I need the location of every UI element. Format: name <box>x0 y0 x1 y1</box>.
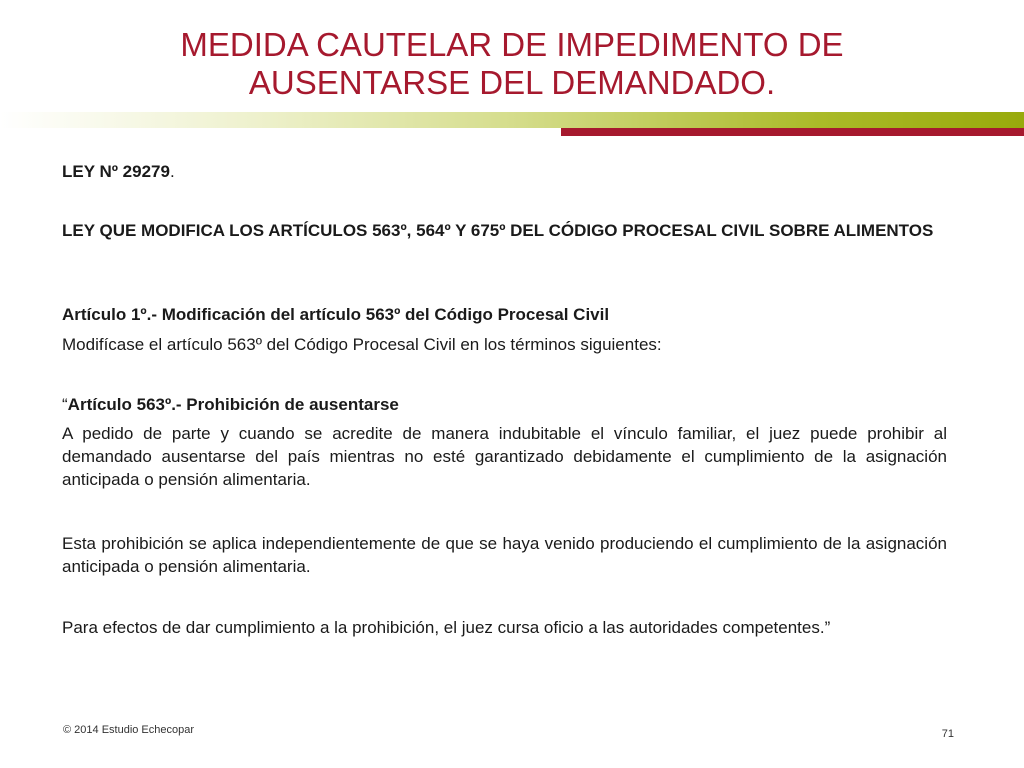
law-number <box>62 160 175 183</box>
article1-heading: Artículo 1º.- Modificación del artículo 563º del Código Procesal Civil <box>62 305 610 324</box>
article563-heading: Artículo 563º.- Prohibición de ausentarse <box>67 395 399 414</box>
law-title: LEY QUE MODIFICA LOS ARTÍCULOS 563º, 564º Y 675º DEL CÓDIGO PROCESAL CIVIL SOBRE ALIMENTOS <box>62 221 934 240</box>
page-number: 71 <box>941 728 954 740</box>
article563-text: A pedido de parte y cuando se acredite de manera indubitable el vínculo familiar, el juez puede prohibir al demandado ausentarse del país mientras no esté garantizado debidamente el cumplimiento de la asignación anticipada o pensión alimentaria. <box>62 424 947 489</box>
title-underline-gradient-bar <box>0 112 1024 128</box>
article1-text: Modifícase el artículo 563º del Código Procesal Civil en los términos siguientes: <box>62 335 662 354</box>
effects-paragraph: Para efectos de dar cumplimiento a la prohibición, el juez cursa oficio a las autoridades competentes.” <box>62 618 831 637</box>
slide-title: MEDIDA CAUTELAR DE IMPEDIMENTO DE AUSENTARSE DEL DEMANDADO. <box>180 26 844 101</box>
law-number-label: LEY Nº 29279 <box>62 162 170 181</box>
quote-open: “ <box>62 395 68 414</box>
title-underline-red-bar <box>561 128 1024 136</box>
prohibition-paragraph: Esta prohibición se aplica independientemente de que se haya venido produciendo el cumplimiento de la asignación anticipada o pensión alimentaria. <box>62 534 947 576</box>
footer-copyright: © 2014 Estudio Echecopar <box>63 724 195 736</box>
article563-heading-line <box>62 393 399 416</box>
law-number-suffix: . <box>169 162 175 181</box>
